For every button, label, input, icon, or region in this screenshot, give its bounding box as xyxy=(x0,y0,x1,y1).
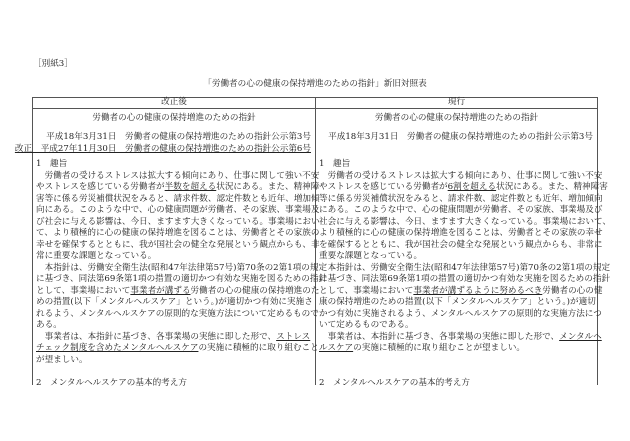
text-line xyxy=(319,263,611,275)
text-line xyxy=(319,240,611,252)
text-line xyxy=(319,378,611,390)
text-line xyxy=(36,320,327,332)
revised-column xyxy=(14,108,328,388)
text-line xyxy=(319,217,611,229)
text-segment: にある。このような中で、心の健康問題が労働者、その家族、事業場及び xyxy=(319,205,603,215)
text-line xyxy=(319,343,611,355)
text-segment: 常に重要な課題となっている。 xyxy=(36,251,157,261)
amended-text: 事業者が講ずる xyxy=(130,285,191,296)
text-segment: ある。 xyxy=(36,320,62,330)
text-line xyxy=(36,205,327,217)
text-segment: 平成18年3月31日 労働者の健康の保持増進のための指針公示第3号 xyxy=(46,132,311,142)
text-line xyxy=(36,332,327,344)
text-segment: 労働者の心の健康の保持増進のた xyxy=(190,285,320,296)
text-line xyxy=(319,355,611,367)
text-line xyxy=(36,343,327,355)
column-header-current: 現行 xyxy=(447,97,466,107)
text-line xyxy=(36,263,327,275)
text-line xyxy=(319,320,611,332)
text-segment: て、より積極的に心の健康の保持増進を図ることは、労働者とその家族の xyxy=(36,228,320,238)
text-segment: より積極的に心の健康の保持増進を図ることは、労働者とその家族の幸せ xyxy=(319,228,603,238)
text-segment: び社会に与える影響は、今日、ますます大きくなっている。事業場におい xyxy=(36,216,320,227)
text-line xyxy=(319,228,611,240)
amended-text: 6割を超える xyxy=(447,182,497,192)
amended-text: 半数を超える xyxy=(164,182,217,192)
text-segment: 2 メンタルヘルスケアの基本的考え方 xyxy=(36,377,187,388)
guideline-title: 労働者の心の健康の保持増進のための指針 xyxy=(92,113,256,123)
text-segment: 害等に係る労災補償状況をみると、請求件数、認定件数とも近年、増加傾 xyxy=(36,193,320,204)
text-segment: 康の保持増進のための措置(以下「メンタルヘルスケア」という。)が適切 xyxy=(319,297,596,307)
text-line xyxy=(319,182,611,194)
text-line xyxy=(36,182,327,194)
text-line xyxy=(36,240,327,252)
text-segment: 事業者は、本指針に基づき、各事業場の実態に即した形で、 xyxy=(319,331,560,342)
text-line xyxy=(319,194,611,206)
text-line xyxy=(36,309,327,321)
amended-text: ルスケア xyxy=(319,343,354,353)
date-line xyxy=(328,130,593,142)
text-segment: の実施に積極的に取り組むことが望ましい。 xyxy=(353,343,526,353)
text-segment: めの措置(以下「メンタルヘルスケア」という。)が適切かつ有効に実施さ xyxy=(36,297,313,307)
column-header-revised: 改正後 xyxy=(161,97,187,107)
text-segment: に基づき、同法第69条第1項の措置の適切かつ有効な実施を図るための指針 xyxy=(36,274,328,284)
text-line xyxy=(319,159,611,171)
text-line xyxy=(36,286,327,298)
text-segment: を確保するとともに、我が国社会の健全な発展という観点からも、非常に xyxy=(319,239,603,250)
text-line xyxy=(319,286,611,298)
text-line xyxy=(36,366,327,378)
guideline-title: 労働者の心の健康の保持増進のための指針 xyxy=(374,113,539,123)
text-line xyxy=(319,251,611,263)
attachment-label: ［別紙3］ xyxy=(33,59,73,69)
text-line xyxy=(319,332,611,344)
text-line xyxy=(36,228,327,240)
text-segment: 状況にある。また、精神障害 xyxy=(496,182,608,192)
date-line xyxy=(15,142,311,154)
text-segment: 等に係る労災補償状況をみると、請求件数、認定件数とも近年、増加傾向 xyxy=(319,193,603,204)
amended-text: ストレス xyxy=(276,331,311,342)
current-column xyxy=(316,108,612,388)
text-segment: 1 趣旨 xyxy=(36,159,68,169)
text-segment: 労働者の心の健 xyxy=(542,285,603,296)
text-line xyxy=(319,171,611,183)
text-line xyxy=(36,297,327,309)
text-line xyxy=(319,205,611,217)
text-segment: かつ有効に実施されるよう、メンタルヘルスケアの原則的な実施方法につ xyxy=(319,308,602,319)
text-segment: やストレスを感じている労働者が xyxy=(319,182,448,192)
text-segment: 向にある。このような中で、心の健康問題が労働者、その家族、事業場及 xyxy=(36,205,320,215)
text-line xyxy=(36,217,327,229)
text-segment: 労働者の受けるストレスは拡大する傾向にあり、仕事に関して強い不安 xyxy=(36,170,320,181)
text-segment: に基づき、同法第69条第1項の措置の適切かつ有効な実施を図るための指針 xyxy=(319,274,611,284)
text-segment: 2 メンタルヘルスケアの基本的考え方 xyxy=(319,377,470,388)
text-line xyxy=(36,194,327,206)
text-segment: として、事業場において xyxy=(36,285,131,296)
body-text xyxy=(319,159,611,389)
amended-text: 改正 平成27年11月30日 労働者の健康の保持増進のための指針公示第6号 xyxy=(14,144,311,154)
text-segment: 本指針は、労働安全衛生法(昭和47年法律第57号)第70条の2第1項の規定 xyxy=(36,262,328,273)
text-segment: やストレスを感じている労働者が xyxy=(36,182,165,192)
amended-text: メンタルヘ xyxy=(559,331,602,342)
amended-text: 事業者が講ずるように努めるべき xyxy=(413,285,543,296)
text-segment: 平成18年3月31日 労働者の健康の保持増進のための指針公示第3号 xyxy=(328,132,593,142)
text-segment: れるよう、メンタルヘルスケアの原則的な実施方法について定めるもので xyxy=(36,308,319,319)
text-segment: 労働者の受けるストレスは拡大する傾向にあり、仕事に関して強い不安 xyxy=(319,170,603,181)
text-line xyxy=(36,378,327,390)
text-line xyxy=(319,274,611,286)
text-line xyxy=(36,251,327,263)
text-segment: 1 趣旨 xyxy=(319,159,351,169)
text-line xyxy=(319,366,611,378)
text-line xyxy=(36,159,327,171)
text-segment: いて定めるものである。 xyxy=(319,320,414,330)
document-title: 「労働者の心の健康の保持増進のための指針」新旧対照表 xyxy=(203,79,427,89)
text-line xyxy=(36,355,327,367)
text-segment: 重要な課題となっている。 xyxy=(319,251,423,261)
text-line xyxy=(36,171,327,183)
text-segment: が望ましい。 xyxy=(36,354,88,365)
text-line xyxy=(319,297,611,309)
text-segment: 状況にある。また、精神障 xyxy=(216,182,320,192)
text-segment: 幸せを確保するとともに、我が国社会の健全な発展という観点からも、非 xyxy=(36,239,320,250)
text-line xyxy=(36,274,327,286)
text-segment: 事業者は、本指針に基づき、各事業場の実態に即した形で、 xyxy=(36,331,277,342)
text-segment: 本指針は、労働安全衛生法(昭和47年法律第57号)第70条の2第1項の規定 xyxy=(319,262,611,273)
text-segment: として、事業場において xyxy=(319,285,414,296)
body-text xyxy=(36,159,327,389)
date-line xyxy=(46,130,311,142)
text-line xyxy=(319,309,611,321)
text-segment: 社会に与える影響は、今日、ますます大きくなっている。事業場において、 xyxy=(319,216,612,227)
amended-text: チェック制度を含めたメンタルヘルスケア xyxy=(36,343,199,353)
text-segment: の実施に積極的に取り組むこと xyxy=(198,343,319,353)
